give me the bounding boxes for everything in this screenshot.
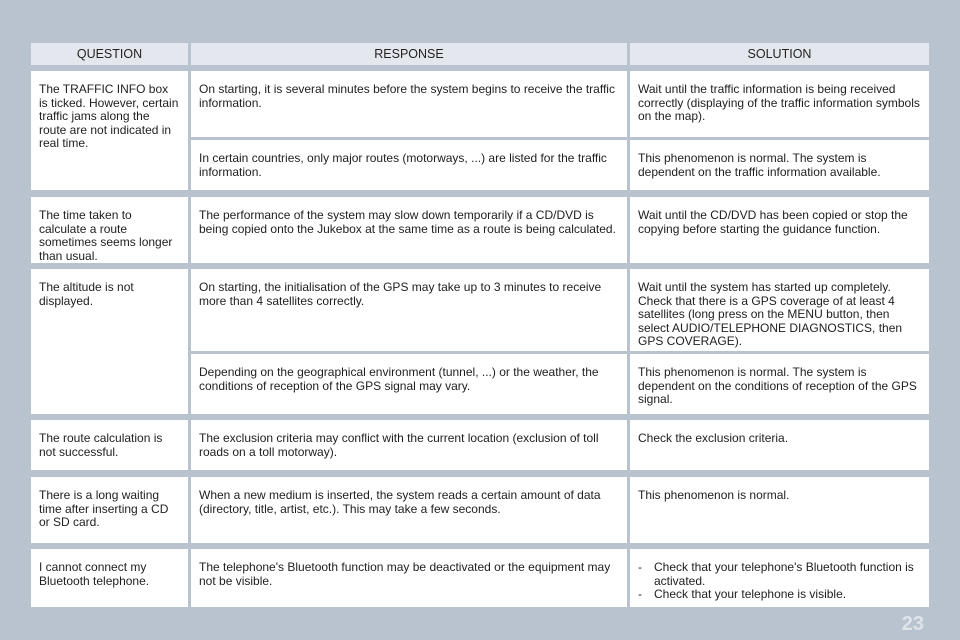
solution-cell: Wait until the system has started up completely. Check that there is a GPS coverage of at least 4 satellites (long press on the MENU button, then select AUDIO/TELEPHONE DIAGNOSTICS, then GPS COVERAGE). bbox=[630, 269, 929, 351]
header-response: RESPONSE bbox=[191, 43, 627, 65]
solution-cell: This phenomenon is normal. The system is dependent on the conditions of reception of the GPS signal. bbox=[630, 354, 929, 414]
solution-cell: This phenomenon is normal. bbox=[630, 477, 929, 543]
question-traffic-info: The TRAFFIC INFO box is ticked. However, certain traffic jams along the route are not indicated in real time. bbox=[31, 71, 188, 190]
solution-cell: This phenomenon is normal. The system is dependent on the traffic information available. bbox=[630, 140, 929, 190]
response-cell: The exclusion criteria may conflict with the current location (exclusion of toll roads on a toll motorway). bbox=[191, 420, 627, 470]
header-solution: SOLUTION bbox=[630, 43, 929, 65]
question-long-wait: There is a long waiting time after inserting a CD or SD card. bbox=[31, 477, 188, 543]
bullet-dash: - bbox=[638, 587, 642, 601]
solution-bullets bbox=[630, 549, 929, 607]
response-cell: The performance of the system may slow down temporarily if a CD/DVD is being copied onto the Jukebox at the same time as a route is being calculated. bbox=[191, 197, 627, 263]
response-cell: On starting, it is several minutes before the system begins to receive the traffic information. bbox=[191, 71, 627, 137]
response-cell: In certain countries, only major routes (motorways, ...) are listed for the traffic information. bbox=[191, 140, 627, 190]
bullet-text: Check that your telephone's Bluetooth function is activated. bbox=[654, 560, 914, 588]
question-altitude: The altitude is not displayed. bbox=[31, 269, 188, 414]
bullet-dash: - bbox=[638, 560, 642, 574]
page-number: 23 bbox=[901, 613, 924, 635]
question-route-time: The time taken to calculate a route sometimes seems longer than usual. bbox=[31, 197, 188, 263]
response-cell: When a new medium is inserted, the system reads a certain amount of data (directory, title, artist, etc.). This may take a few seconds. bbox=[191, 477, 627, 543]
solution-cell: Check the exclusion criteria. bbox=[630, 420, 929, 470]
header-question: QUESTION bbox=[31, 43, 188, 65]
bullet-item bbox=[638, 588, 921, 602]
response-cell: On starting, the initialisation of the GPS may take up to 3 minutes to receive more than 4 satellites correctly. bbox=[191, 269, 627, 351]
bullet-item bbox=[638, 561, 921, 588]
bullet-text: Check that your telephone is visible. bbox=[654, 587, 847, 601]
response-cell: The telephone's Bluetooth function may be deactivated or the equipment may not be visible. bbox=[191, 549, 627, 607]
solution-cell: Wait until the CD/DVD has been copied or stop the copying before starting the guidance function. bbox=[630, 197, 929, 263]
question-route-calc: The route calculation is not successful. bbox=[31, 420, 188, 470]
question-bluetooth: I cannot connect my Bluetooth telephone. bbox=[31, 549, 188, 607]
response-cell: Depending on the geographical environment (tunnel, ...) or the weather, the conditions of reception of the GPS signal may vary. bbox=[191, 354, 627, 414]
solution-cell: Wait until the traffic information is being received correctly (displaying of the traffic information symbols on the map). bbox=[630, 71, 929, 137]
